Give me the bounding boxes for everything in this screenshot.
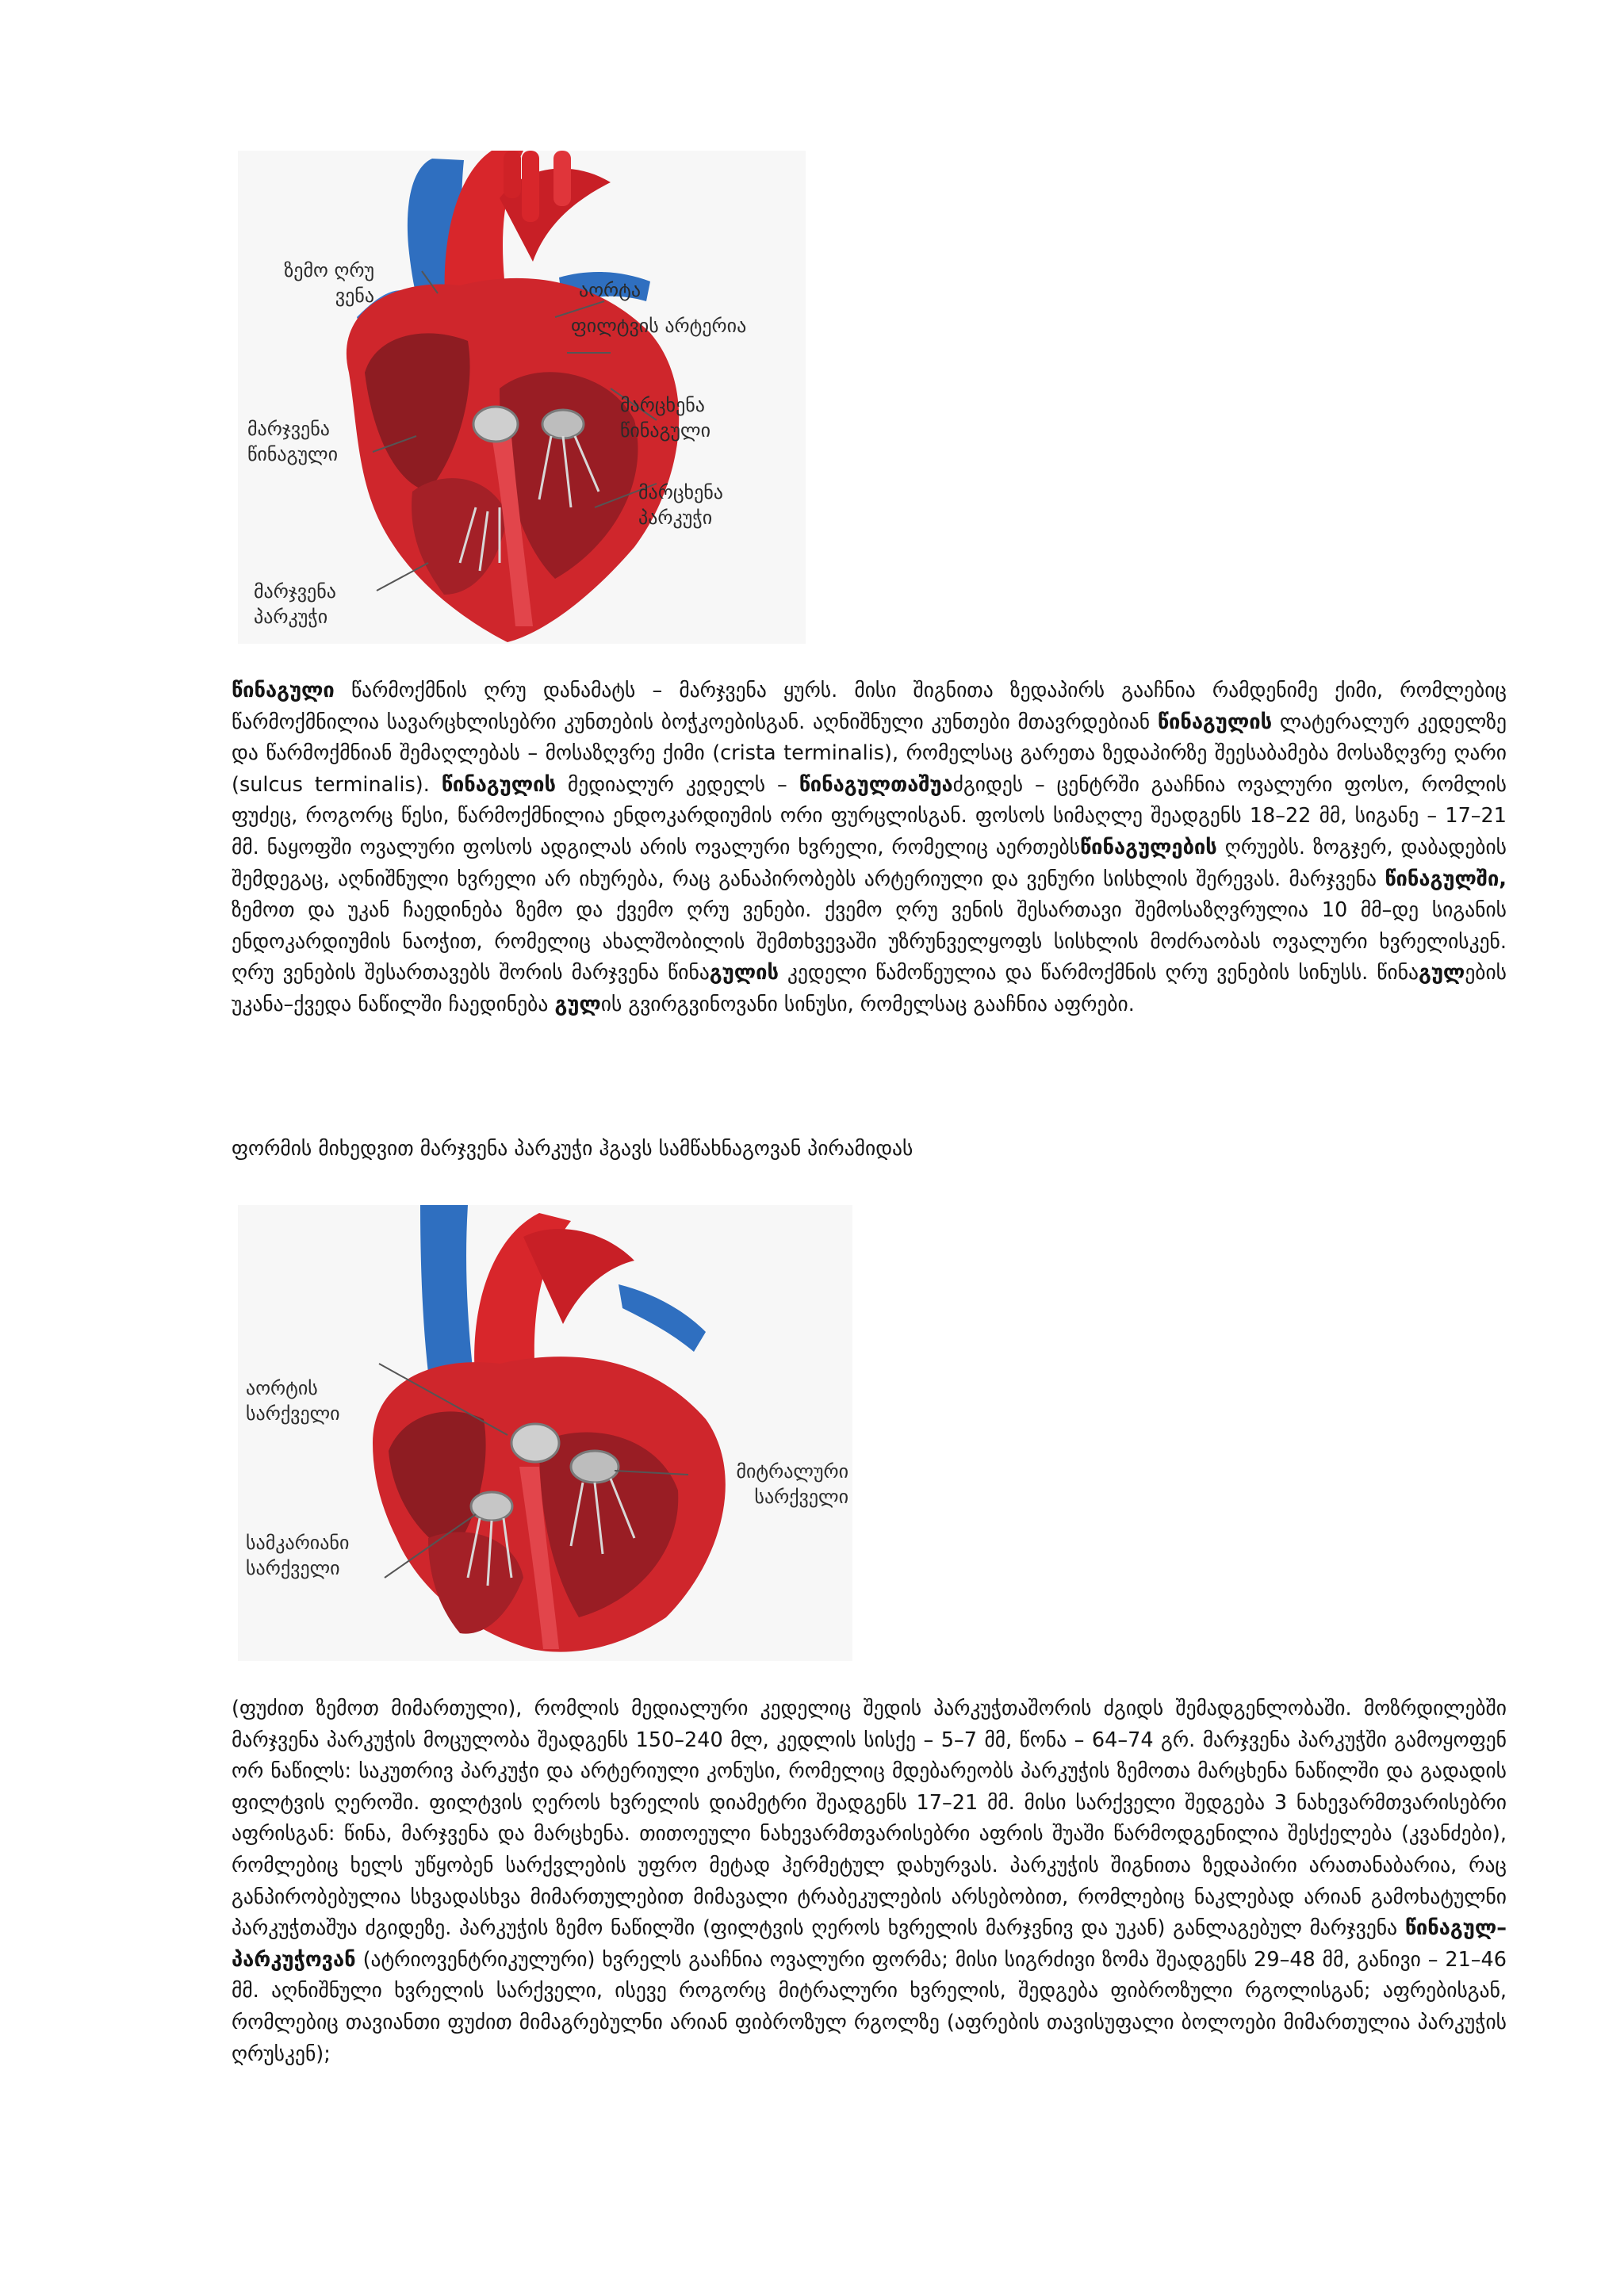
label-superior-vena-cava: ზემო ღრუ ვენა	[284, 259, 374, 307]
paragraph-ventricle	[232, 1693, 1507, 2070]
text-run: (ფუძით ზემოთ მიმართული), რომლის მედიალური კედელიც შედის პარკუჭთაშორის ძგიდს შემადგენლობაში. მოზრდილებში მარჯვენა პარკუჭის მოცულობა შეადგენს 150–240 მლ, კედლის სისქე – 5–7 მმ, წონა – 64–74 გრ. მარჯვენა პარკუჭში გამოყოფენ ორ ნაწილს: საკუთრივ პარკუჭი და არტერიული კონუსი, რომელიც მდებარეობს პარკუჭის ზემოთა მარცხენა ნაწილში და გადადის ფილტვის ღეროში. ფილტვის ღეროს ხვრელის დიამეტრი შეადგენს 17–21 მმ. მისი სარქველი შედგება 3 ნახევარმთვარისებრი აფრისგან: წინა, მარჯვენა და მარცხენა. თითოეული ნახევარმთვარისებრი აფრის შუაში წარმოდგენილია შესქელება (კვანძები), რომლებიც ხელს უწყობენ სარქვლების უფრო მეტად ჰერმეტულ დახურვას. პარკუჭის შიგნითა ზედაპირი არათანაბარია, რაც განპირობებულია სხვადასხვა მიმართულებით მიმავალი ტრაბეკულების არსებობით, რომლებიც ნაკლებად არიან გამოხატულნი პარკუჭთაშუა ძგიდეზე. პარკუჭის ზემო ნაწილში (ფილტვის ღეროს ხვრელის მარჯვნივ და უკან) განლაგებულ მარჯვენა	[232, 1697, 1507, 1941]
bold-term: წინაგულების	[1080, 835, 1217, 859]
text-run: მედიალურ კედელს –	[556, 772, 799, 797]
text-run: ების უკანა–ქვედა ნაწილში ჩაედინება	[232, 961, 1507, 1016]
bold-term: წინაგულ–პარკუჭოვან	[232, 1916, 1507, 1972]
heart-diagram-1	[238, 151, 806, 644]
text-run: კედელი წამოწეულია და წარმოქმნის ღრუ ვენების სინუსს. წინა	[778, 961, 1419, 985]
shape-sentence: ფორმის მიხედვით მარჯვენა პარკუჭი ჰგავს სამწახნაგოვან პირამიდას	[232, 1137, 914, 1161]
label-left-ventricle: მარცხენა პარკუჭი	[638, 481, 723, 529]
label-right-atrium: მარჯვენა წინაგული	[247, 418, 339, 465]
bold-term: წინაგულში,	[1385, 867, 1507, 891]
bold-term: გულ	[554, 992, 601, 1016]
text-run: ლატერალურ კედელზე და წარმოქმნიან შემაღლებას – მოსაზღვრე ქიმი (crista terminalis), რომელსაც გარეთა ზედაპირზე შეესაბამება მოსაზღვრე ღარი (sulcus terminalis).	[232, 710, 1507, 797]
label-mitral-valve: მიტრალური სარქველი	[736, 1460, 848, 1508]
text-run: ძგიდეს – ცენტრში გააჩნია ოვალური ფოსო, რომლის ფუძეც, როგორც წესი, წარმოქმნილია ენდოკარდიუმის ორი ფურცლისგან. ფოსოს სიმაღლე შეადგენს 18–22 მმ, სიგანე – 17–21 მმ. ნაყოფში ოვალური ფოსოს ადგილას არის ოვალური ხვრელი, რომელიც აერთებს	[232, 772, 1507, 859]
paragraph-atrium	[232, 675, 1507, 1021]
label-tricuspid-valve: სამკარიანი სარქველი	[246, 1532, 350, 1579]
label-pulmonary-artery: ფილტვის არტერია	[571, 315, 747, 337]
bold-term: წინაგული	[232, 679, 335, 702]
bold-term: წინაგულის	[441, 772, 557, 797]
text-run: ზემოთ და უკან ჩაედინება ზემო და ქვემო ღრუ ვენები. ქვემო ღრუ ვენის შესართავი შემოსაზღვრულია 10 მმ–დე სიგანის ენდოკარდიუმის ნაოჭით, რომელიც ახალშობილის შემთხვევაში უზრუნველყოფს სისხლის მოძრაობას ოვალური ხვრელისკენ. ღრუ ვენების შესართავებს შორის მარჯვენა წინა	[232, 898, 1507, 985]
bold-term: წინაგულის	[1157, 710, 1273, 734]
bold-term: წინაგულთაშუა	[799, 772, 953, 797]
bold-term: გულ	[1418, 961, 1465, 985]
text-run: (ატრიოვენტრიკულური) ხვრელს გააჩნია ოვალური ფორმა; მისი სიგრძივი ზომა შეადგენს 29–48 მმ, განივი – 21–46 მმ. აღნიშნული ხვრელის სარქველი, ისევე როგორც მიტრალური ხვრელის, შედგება ფიბროზული რგოლისგან; აფრებისგან, რომლებიც თავიანთი ფუძით მიმაგრებულნი არიან ფიბროზულ რგოლზე (აფრების თავისუფალი ბოლოები მიმართულია პარკუჭის ღრუსკენ);	[232, 1947, 1507, 2066]
text-run: ღრუებს. ზოგჯერ, დაბადების შემდეგაც, აღნიშნული ხვრელი არ იხურება, რაც განაპირობებს არტერიული და ვენური სისხლის შერევას. მარჯვენა	[232, 835, 1507, 891]
text-run: ის გვირგვინოვანი სინუსი, რომელსაც გააჩნია აფრები.	[600, 992, 1135, 1016]
heart-illustration-2	[238, 1205, 852, 1661]
heart-diagram-2	[238, 1205, 852, 1661]
bold-term: გულის	[709, 961, 779, 985]
text-run: წარმოქმნის ღრუ დანამატს – მარჯვენა ყურს. მისი შიგნითა ზედაპირს გააჩნია რამდენიმე ქიმი, რომლებიც წარმოქმნილია სავარცხლისებრი კუნთების ბოჭკოებისგან. აღნიშნული კუნთები მთავრდებიან	[232, 679, 1507, 734]
label-left-atrium: მარცხენა წინაგული	[620, 394, 711, 442]
heart-illustration-1	[238, 151, 806, 644]
label-right-ventricle: მარჯვენა პარკუჭი	[254, 580, 336, 628]
label-aortic-valve: აორტის სარქველი	[246, 1377, 340, 1425]
label-aorta: აორტა	[579, 279, 642, 301]
